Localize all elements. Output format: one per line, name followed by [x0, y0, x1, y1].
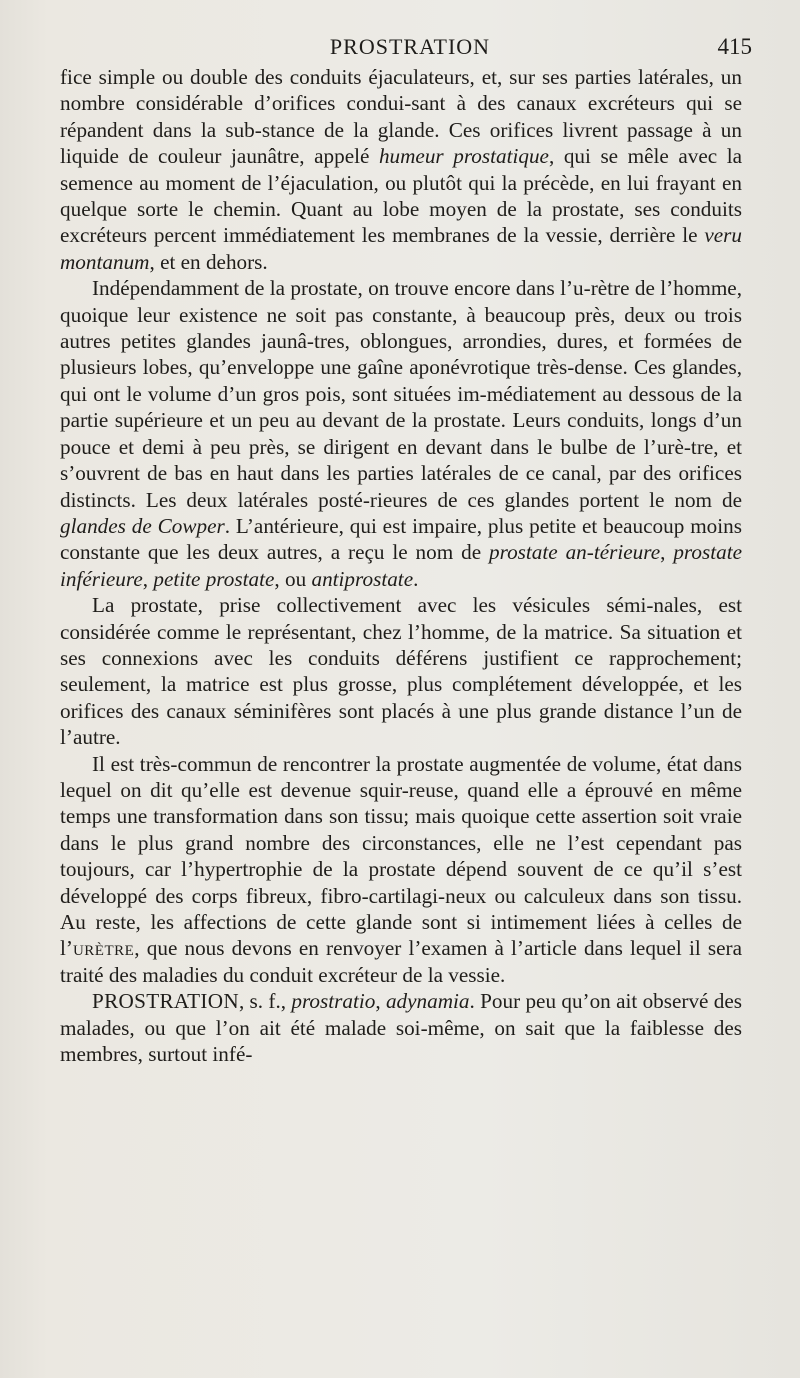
text-run: , et en dehors. [149, 249, 268, 274]
text-run: , ou [274, 566, 312, 591]
text-run: fice simple ou double des conduits éjaculateurs, et, sur ses parties latérales, un nombre considérable d’orifices condui-sant à des canaux excréteurs qui se répandent dans la sub-stance de la glande. Ces orifices livrent passage à un liquide de couleur jaunâtre, appelé [60, 65, 742, 169]
entry-headword: PROSTRATION [92, 989, 239, 1014]
small-caps-reference: urètre [72, 936, 135, 961]
text-run: . Pour peu qu’on ait observé des malades, ou que l’on ait été malade soi-même, on sait que la faiblesse des membres, surtout infé- [60, 989, 743, 1067]
text-run: La prostate, prise collectivement avec les vésicules sémi-nales, est considérée comme le représentant, chez l’homme, de la matrice. Sa situation et ses connexions avec les conduits déférens justifient ce rapprochement; seulement, la matrice est plus grosse, plus complétement développée, et les orifices des canaux séminifères sont placés à une plus grande distance l’un de l’autre. [60, 593, 742, 750]
page-header [60, 34, 760, 64]
text-run: , s. f., [238, 989, 292, 1014]
text-run: , [375, 989, 386, 1014]
italic-term: veru montanum [60, 223, 742, 274]
paragraph-cowper-glands [60, 275, 742, 592]
italic-term: prostratio [291, 989, 376, 1014]
text-run: , que nous devons en renvoyer l’examen à l’article dans lequel il sera traité des maladies du conduit excréteur de la vessie. [60, 936, 742, 987]
text-run: . [413, 566, 419, 591]
body-text [60, 64, 742, 1067]
italic-term: prostate inférieure [60, 540, 742, 591]
italic-term: humeur prostatique [378, 144, 549, 169]
paragraph-prostate-orifices [60, 64, 742, 275]
running-head: PROSTRATION [329, 34, 491, 59]
paragraph-prostate-uterus [60, 592, 742, 750]
page-number: 415 [717, 34, 752, 59]
italic-term: antiprostate [311, 566, 414, 591]
italic-term: petite prostate [153, 566, 275, 591]
text-run: Il est très-commun de rencontrer la prostate augmentée de volume, état dans lequel on dit qu’elle est devenue squir-reuse, quand elle a éprouvé en même temps une transformation dans son tissu; mais quoique cette assertion soit vraie dans le plus grand nombre des circonstances, elle ne l’est cependant pas toujours, car l’hypertrophie de la prostate dépend souvent de ce qu’il s’est développé des corps fibreux, fibro-cartilagi-neux ou calculeux dans son tissu. Au reste, les affections de cette glande sont si intimement liées à celles de l’ [60, 751, 742, 961]
text-run: , [142, 566, 154, 591]
italic-term: prostate an-térieure [489, 540, 661, 565]
italic-term: glandes de Cowper [60, 513, 225, 538]
text-run: Indépendamment de la prostate, on trouve encore dans l’u-rètre de l’homme, quoique leur existence ne soit pas constante, à beaucoup près, deux ou trois autres petites glandes jaunâ-tres, oblongues, arrondies, dures, et formées de plusieurs lobes, qu’enveloppe une gaîne aponévrotique très-dense. Ces glandes, qui ont le volume d’un gros pois, sont situées im-médiatement au dessous de la partie supérieure et un peu au devant de la prostate. Leurs conduits, longs d’un pouce et demi à peu près, se dirigent en devant dans le bulbe de l’urè-tre, et s’ouvrent de bas en haut dans les parties latérales de ce canal, par des orifices distincts. Les deux latérales posté-rieures de ces glandes portent le nom de [60, 276, 742, 512]
paragraph-prostate-hypertrophy [60, 751, 742, 989]
text-run: , qui se mêle avec la semence au moment de l’éjaculation, ou plutôt qui la précède, en lui frayant en quelque sorte le chemin. Quant au lobe moyen de la prostate, ses conduits excréteurs percent immédiatement les membranes de la vessie, derrière le [60, 144, 743, 248]
paragraph-prostration-entry [60, 988, 742, 1067]
text-run: . L’antérieure, qui est impaire, plus petite et beaucoup moins constante que les deux autres, a reçu le nom de [60, 513, 742, 565]
italic-term: adynamia [385, 989, 470, 1014]
text-run: , [660, 540, 674, 565]
